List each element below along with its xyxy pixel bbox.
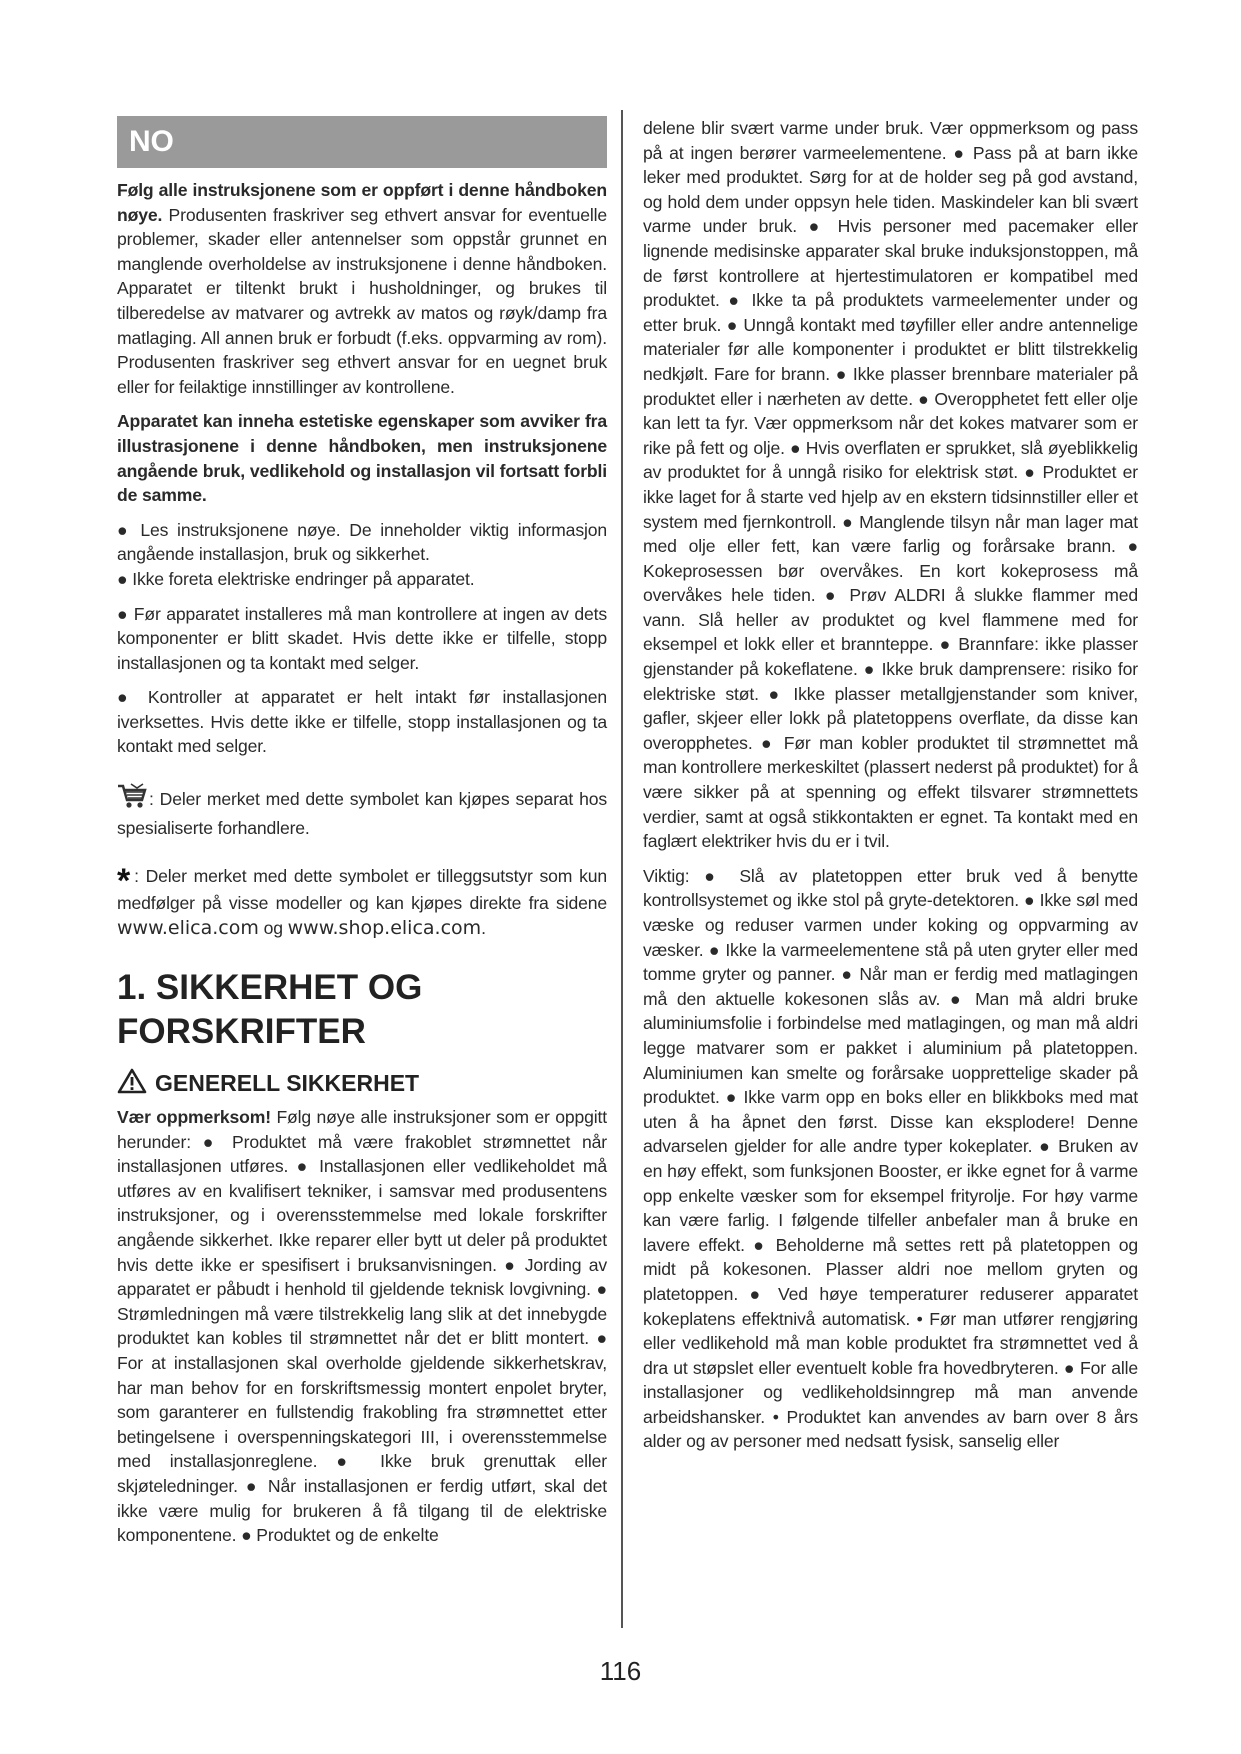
warning-icon (117, 1068, 147, 1099)
bullet-check-intact: ● Kontroller at apparatet er helt intakt før installasjonen iverksettes. Hvis dette ikke er tilfelle, stopp installasjonen og ta kontakt med selger. (117, 687, 607, 757)
intro-bold: Følg alle instruksjonene som er oppført i denne håndboken nøye. (117, 180, 607, 225)
safety-text: Følg nøye alle instruksjoner som er oppgitt herunder: ● Produktet må være frakoblet strømnettet når installasjonen utføres. ● Installasjonen eller vedlikeholdet må utføres av en kvalifisert tekniker, i samsvar med produsentens instruksjoner, og i overensstemmelse med lokale forskrifter angående sikkerhet. Ikke reparer eller bytt ut deler på produktet hvis dette ikke er spesifisert i bruksanvisningen. ● Jording av apparatet er påbudt i henhold til gjeldende teknisk lovgivning. ● Strømledningen må være tilstrekkelig lang slik at det innebygde produktet kan kobles til strømnettet når det er blitt montert. ● For at installasjonen skal overholde gjeldende sikkerhetskrav, har man behov for en forskriftsmessig montert enpolet bryter, som garanterer en fullstendig frakobling fra strømnettet etter betingelsene i overspenningskategori III, i overensstemmelse med installasjonreglene. ● Ikke bruk grenuttak eller skjøteledninger. ● Når installasjonen er ferdig utført, skal det ikke være mulig for brukeren å få tilgang til de elektriske komponentene. ● Produktet og de enkelte (117, 1107, 608, 1546)
safety-bold: Vær oppmerksom! (117, 1107, 271, 1128)
bullet-no-electrical-changes: ● Ikke foreta elektriske endringer på apparatet. (117, 568, 475, 589)
bullet-check-components: ● Før apparatet installeres må man kontrollere at ingen av dets komponenter er blitt skadet. Hvis dette ikke er tilfelle, stopp installasjonen og ta kontakt med selger. (117, 603, 607, 673)
general-safety-paragraph (117, 1105, 607, 1548)
section-title: 1. SIKKERHET OG FORSKRIFTER (117, 968, 423, 1052)
subsection-title-text: GENERELL SIKKERHET (155, 1070, 420, 1097)
elica-shop-link[interactable]: www.shop.elica.com (287, 916, 482, 939)
elica-link[interactable]: www.elica.com (117, 916, 259, 939)
bullet-read-instructions: ● Les instruksjonene nøye. De inneholder viktig informasjon angående installasjon, bruk og sikkerhet. (117, 519, 607, 565)
cart-note-text: : Deler merket med dette symbolet kan kjøpes separat hos spesialiserte forhandlere. (117, 789, 607, 838)
left-column (117, 116, 607, 1548)
right-column (643, 116, 1138, 1454)
accessory-note (117, 864, 607, 940)
accessory-note-end: . (481, 917, 486, 938)
aesthetic-note: Apparatet kan inneha estetiske egenskaper som avviker fra illustrasjonene i denne håndboken, men instruksjonene angående bruk, vedlikehold og installasjon vil fortsatt forbli de samme. (117, 411, 607, 506)
safety-paragraph-continued: delene blir svært varme under bruk. Vær oppmerksom og pass på at ingen berører varmeelementene. ● Pass på at barn ikke leker med produktet. Sørg for at de holder seg på god avstand, og hold dem under oppsyn hele tiden. Maskindeler kan bli svært varme under bruk. ● Hvis personer med pacemaker eller lignende medisinske apparater skal bruke induksjonstoppen, må de først kontrollere at hjertestimulatoren er kompatibel med produktet. ● Ikke ta på produktets varmeelementer under og etter bruk. ● Unngå kontakt med tøyfiller eller andre antennelige materialer før alle komponenter i produktet er blitt tilstrekkelig nedkjølt. Fare for brann. ● Ikke plasser brennbare materialer på produktet eller i nærheten av dette. ● Overopphetet fett eller olje kan lett ta fyr. Vær oppmerksom når det kokes matvarer som er rike på fett og olje. ● Hvis overflaten er sprukket, slå øyeblikkelig av produktet for å unngå risiko for elektrisk støt. ● Produktet er ikke laget for å starte ved hjelp av en ekstern tidsinnstiller eller et system med fjernkontroll. ● Manglende tilsyn når man lager mat med olje eller fett, kan være farlig og forårsake brann. ● Kokeprosessen bør overvåkes. En kort kokeprosess må overvåkes hele tiden. ● Prøv ALDRI å slukke flammer med vann. Slå heller av produktet og kvel flammene med for eksempel et lokk eller et brannteppe. ● Brannfare: ikke plasser gjenstander på kokeflatene. ● Ikke bruk damprensere: risiko for elektriske støt. ● Ikke plasser metallgjenstander som kniver, gafler, skjeer eller lokk på platetoppens overflate, da disse kan overopphetes. ● Før man kobler produktet til strømnettet må man kontrollere merkeskiltet (plassert nederst på produktet) for å være sikker på at spenning og effekt tilsvarer strømnettets verdier, samt at også stikkontakten er egnet. Ta kontakt med en faglært elektriker hvis du er i tvil. (643, 118, 1138, 852)
page-number: 116 (599, 1656, 642, 1686)
accessory-note-connector: og (258, 917, 288, 938)
accessory-note-text: : Deler merket med dette symbolet er tilleggsutstyr som kun medfølger på visse modeller og kan kjøpes direkte fra sidene (117, 866, 607, 914)
subsection-title (117, 1068, 607, 1099)
column-divider (621, 110, 623, 1628)
important-paragraph: Viktig: ● Slå av platetoppen etter bruk ved å benytte kontrollsystemet og ikke stol på gryte-detektoren. ● Ikke søl med væske og reduser varmen under koking og oppvarming av væsker. ● Ikke la varmeelementene stå på uten gryter eller med tomme gryter og panner. ● Når man er ferdig med matlagingen må den aktuelle kokesonen slås av. ● Man må aldri bruke aluminiumsfolie i forbindelse med matlagingen, og man må aldri legge matvarer som er pakket i aluminium på platetoppen. Aluminiumen kan smelte og forårsake uopprettelige skader på produktet. ● Ikke varm opp en boks eller en blikkboks med mat uten å ha åpnet den først. Disse kan eksplodere! Denne advarselen gjelder for alle andre typer kokeplater. ● Bruken av en høy effekt, som funksjonen Booster, er ikke egnet for å varme opp enkelte væsker som for eksempel frityrolje. For høy varme kan være farlig. I følgende tilfeller anbefaler man å bruke en lavere effekt. ● Beholderne må settes rett på platetoppen og midt på kokesonen. Plasser aldri noe mellom gryten og platetoppen. ● Ved høye temperaturer reduserer apparatet kokeplatens effektnivå automatisk. • Før man utfører rengjøring eller vedlikehold må man koble produktet fra strømnettet ved å dra ut støpslet eller eventuelt koble fra hovedbryteren. ● For alle installasjoner og vedlikeholdsinngrep må man anvende arbeidshansker. • Produktet kan anvendes av barn over 8 års alder og av personer med nedsatt fysisk, sanselig eller (643, 865, 1138, 1452)
cart-note (117, 783, 607, 840)
language-header: NO (117, 116, 607, 168)
intro-text: Produsenten fraskriver seg ethvert ansvar for eventuelle problemer, skader eller antennelser som oppstår grunnet en manglende overholdelse av instruksjonene i denne håndboken. Apparatet er tiltenkt brukt i husholdninger, og brukes til tilberedelse av matvarer og avtrekk av matos og røyk/damp fra matlaging. All annen bruk er forbudt (f.eks. oppvarming av rom). Produsenten fraskriver seg ethvert ansvar for en uegnet bruk eller for feilaktige innstillinger av kontrollene. (117, 204, 607, 397)
asterisk-icon: * (117, 862, 131, 901)
shopping-cart-icon (117, 783, 147, 816)
intro-paragraph (117, 178, 607, 399)
